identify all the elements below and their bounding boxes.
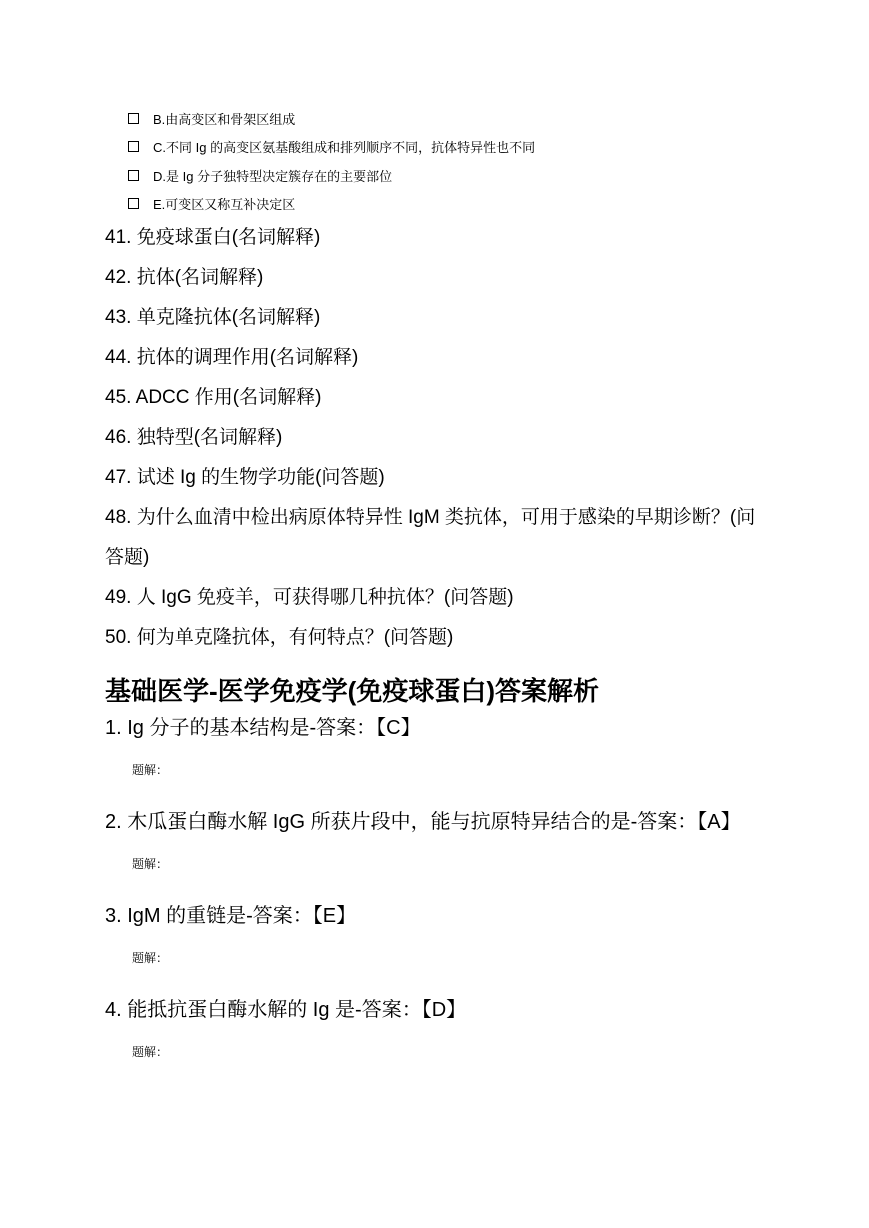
answer-explanation: 题解： xyxy=(132,951,169,965)
option-text: B.由高变区和骨架区组成 xyxy=(153,111,296,127)
checkbox-icon xyxy=(128,113,139,124)
checkbox-icon xyxy=(128,170,139,181)
question-item: 50. 何为单克隆抗体，有何特点？(问答题) xyxy=(105,627,454,648)
checkbox-icon xyxy=(128,141,139,152)
answer-explanation: 题解： xyxy=(132,857,169,871)
question-item: 43. 单克隆抗体(名词解释) xyxy=(105,307,321,328)
question-item: 49. 人 IgG 免疫羊，可获得哪几种抗体？(问答题) xyxy=(105,587,514,608)
checkbox-icon xyxy=(128,198,139,209)
option-item xyxy=(128,161,535,190)
option-item xyxy=(128,104,535,133)
option-item xyxy=(128,190,535,219)
question-item: 44. 抗体的调理作用(名词解释) xyxy=(105,347,359,368)
option-item xyxy=(128,133,535,162)
question-item: 48. 为什么血清中检出病原体特异性 IgM 类抗体，可用于感染的早期诊断？(问答题) xyxy=(105,507,756,568)
option-text: D.是 Ig 分子独特型决定簇存在的主要部位 xyxy=(153,168,393,184)
question-item: 47. 试述 Ig 的生物学功能(问答题) xyxy=(105,467,385,488)
answer-item: 1. Ig 分子的基本结构是-答案：【C】 xyxy=(105,717,421,739)
option-text: C.不同 Ig 的高变区氨基酸组成和排列顺序不同，抗体特异性也不同 xyxy=(153,140,536,156)
question-list xyxy=(105,218,765,658)
answer-item: 3. IgM 的重链是-答案：【E】 xyxy=(105,905,357,927)
question-item: 42. 抗体(名词解释) xyxy=(105,267,264,288)
question-item: 41. 免疫球蛋白(名词解释) xyxy=(105,227,321,248)
section-title: 基础医学-医学免疫学(免疫球蛋白)答案解析 xyxy=(105,676,599,706)
answer-item: 4. 能抵抗蛋白酶水解的 Ig 是-答案：【D】 xyxy=(105,999,467,1021)
answer-explanation: 题解： xyxy=(132,763,169,777)
answer-explanation: 题解： xyxy=(132,1045,169,1059)
question-item: 46. 独特型(名词解释) xyxy=(105,427,283,448)
answer-list xyxy=(105,708,765,1084)
answer-item: 2. 木瓜蛋白酶水解 IgG 所获片段中，能与抗原特异结合的是-答案：【A】 xyxy=(105,811,741,833)
question-item: 45. ADCC 作用(名词解释) xyxy=(105,387,322,408)
option-text: E.可变区又称互补决定区 xyxy=(153,197,296,213)
option-list xyxy=(128,104,535,218)
